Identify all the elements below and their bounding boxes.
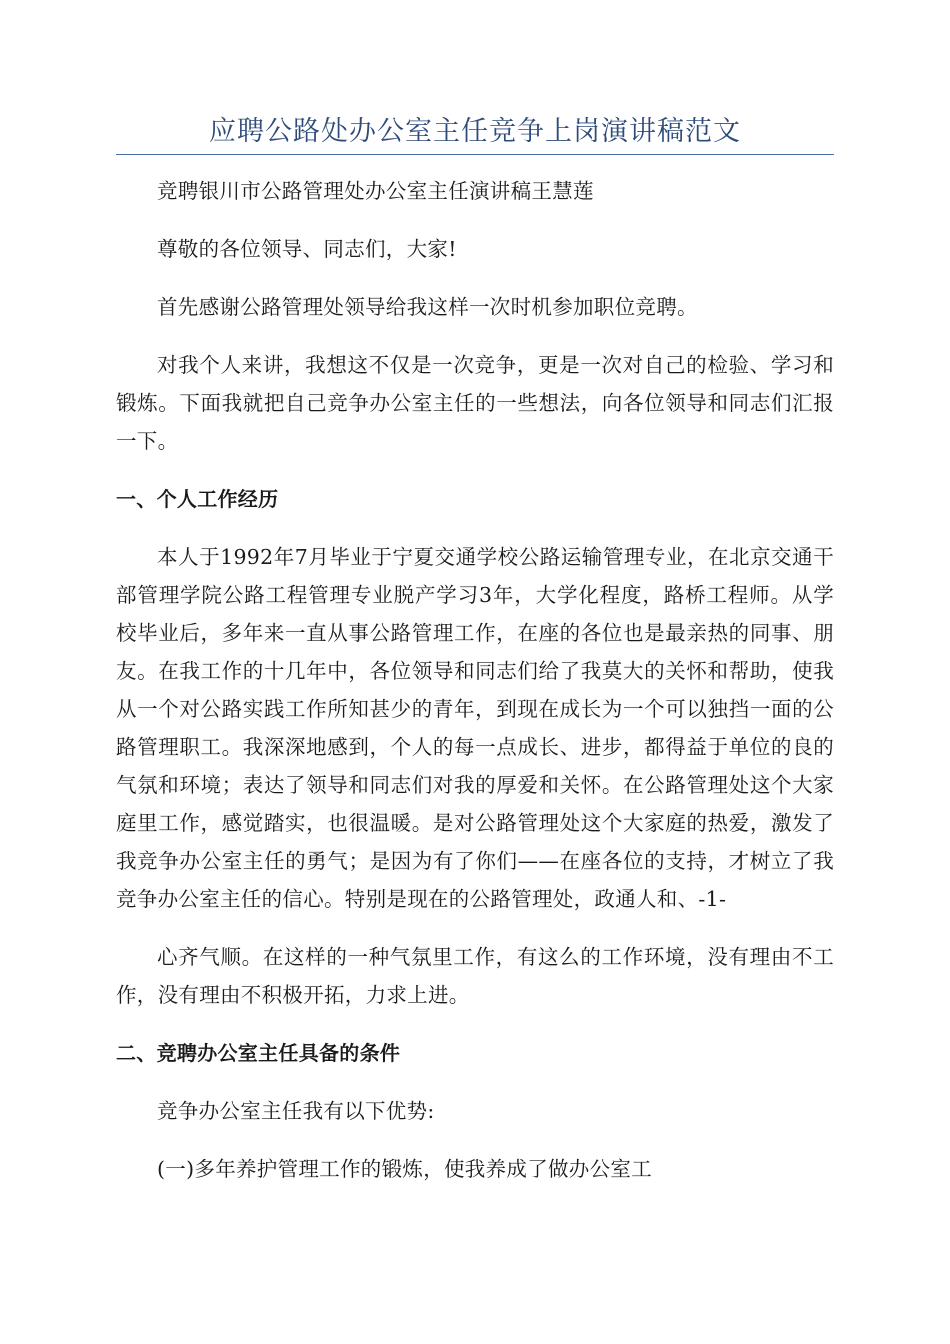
paragraph-advantages: 竞争办公室主任我有以下优势: — [157, 1099, 435, 1123]
paragraph-work-experience: 本人于1992年7月毕业于宁夏交通学校公路运输管理专业，在北京交通干部管理学院公路工程管理专业脱产学习3年，大学化程度，路桥工程师。从学校毕业后，多年来一直从事公路管理工作，在座的各位也是最亲热的同事、朋友。在我工作的十几年中，各位领导和同志们给了我莫大的关怀和帮助，使我从一个对公路实践工作所知甚少的青年，到现在成长为一个可以独挡一面的公路管理职工。我深深地感到，个人的每一点成长、进步，都得益于单位的良的气氛和环境；表达了领导和同志们对我的厚爱和关怀。在公路管理处这个大家庭里工作，感觉踏实，也很温暖。是对公路管理处这个大家庭的热爱，激发了我竞争办公室主任的勇气；是因为有了你们——在座各位的支持，才树立了我竞争办公室主任的信心。特别是现在的公路管理处，政通人和、-1- — [116, 545, 834, 911]
paragraph-competition-title: 竞聘银川市公路管理处办公室主任演讲稿王慧莲 — [157, 179, 594, 203]
paragraph-environment: 心齐气顺。在这样的一种气氛里工作，有这么的工作环境，没有理由不工作，没有理由不积极开拓，力求上进。 — [116, 945, 834, 1007]
paragraph-intro: 对我个人来讲，我想这不仅是一次竞争，更是一次对自己的检验、学习和锻炼。下面我就把自己竞争办公室主任的一些想法，向各位领导和同志们汇报一下。 — [116, 353, 834, 453]
paragraph-thanks: 首先感谢公路管理处领导给我这样一次时机参加职位竞聘。 — [157, 295, 698, 319]
heading-qualifications: 二、竞聘办公室主任具备的条件 — [116, 1041, 401, 1065]
paragraph-greeting: 尊敬的各位领导、同志们，大家! — [157, 237, 457, 261]
document-body — [116, 172, 834, 1208]
title-underline — [116, 154, 834, 155]
paragraph-advantage-one: (一)多年养护管理工作的锻炼，使我养成了做办公室工 — [157, 1157, 652, 1181]
document-title: 应聘公路处办公室主任竞争上岗演讲稿范文 — [209, 116, 741, 147]
heading-work-experience: 一、个人工作经历 — [116, 487, 279, 511]
